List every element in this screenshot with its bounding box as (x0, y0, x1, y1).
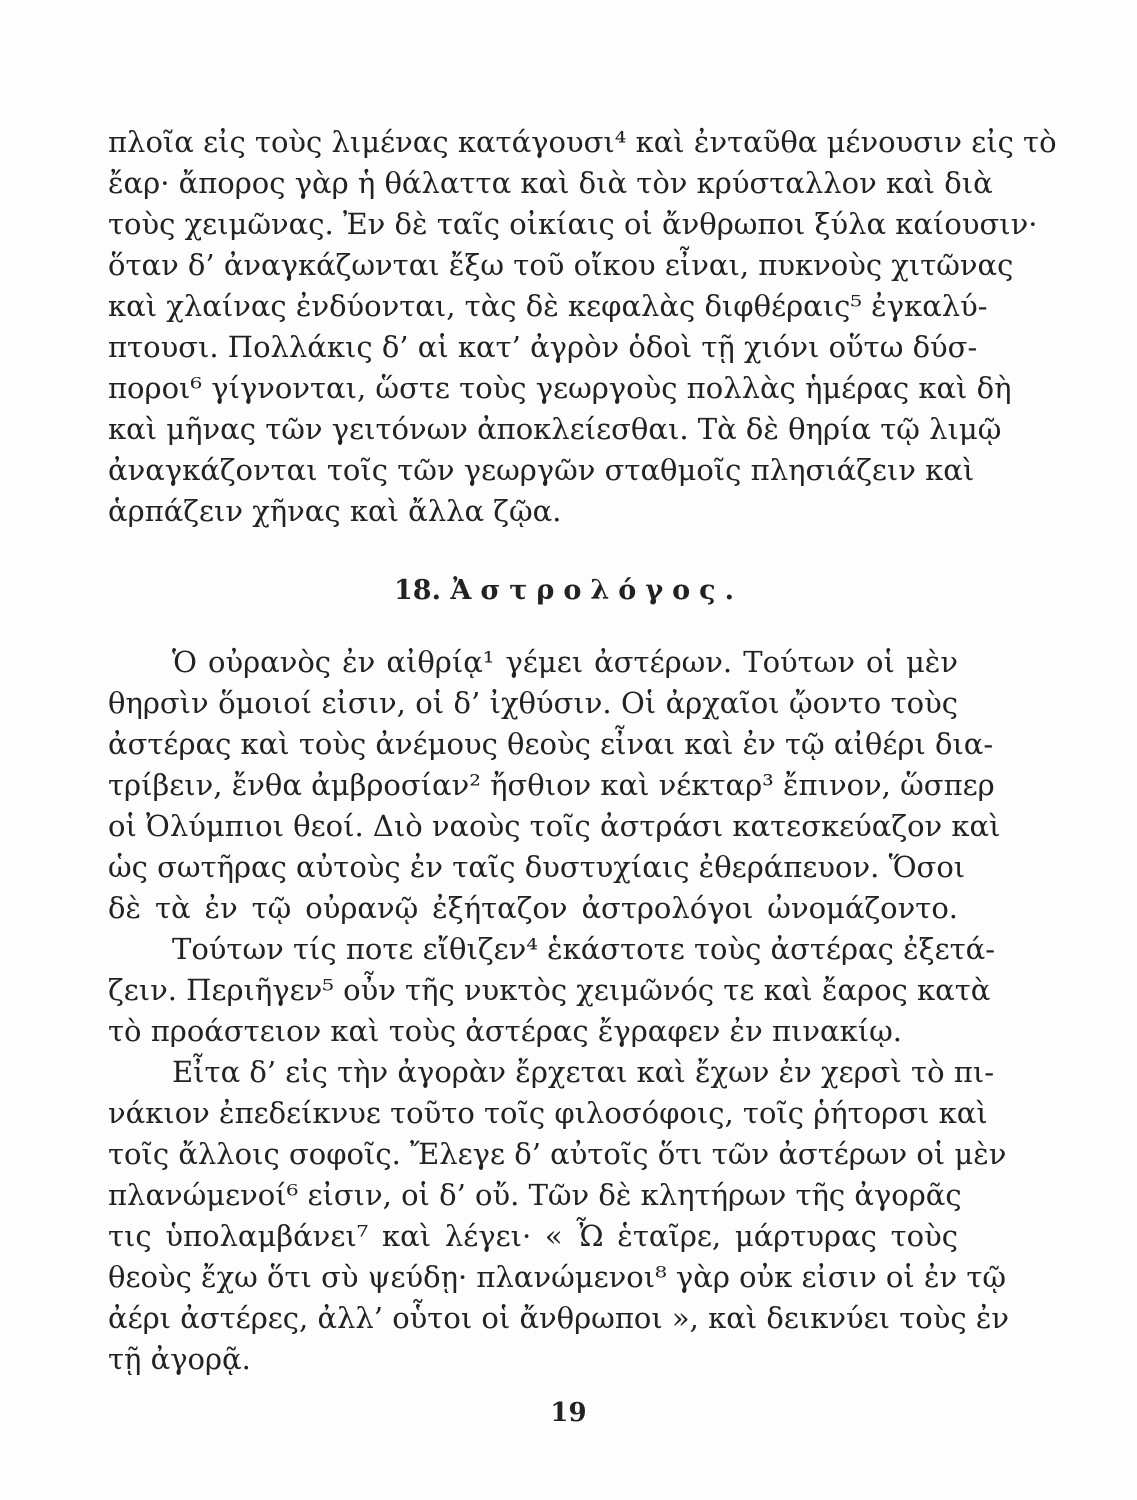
text-line: ἁρπάζειν χῆνας καὶ ἄλλα ζῷα. (108, 494, 562, 528)
text-line: ἀναγκάζονται τοῖς τῶν γεωργῶν σταθμοῖς πλησιάζειν καὶ (108, 453, 975, 487)
section-heading (0, 573, 1137, 609)
paragraph-2 (108, 642, 1010, 1380)
section-title: Ἀστρολόγος. (450, 575, 743, 606)
text-line: τῇ ἀγορᾷ. (108, 1342, 251, 1376)
text-line: οἱ Ὀλύμπιοι θεοί. Διὸ ναοὺς τοῖς ἀστράσι κατεσκεύαζον καὶ (108, 809, 1001, 843)
text-line: ἀστέρας καὶ τοὺς ἀνέμους θεοὺς εἶναι καὶ ἐν τῷ αἰθέρι δια- (108, 727, 994, 761)
text-line: Εἶτα δ’ εἰς τὴν ἀγορὰν ἔρχεται καὶ ἔχων ἐν χερσὶ τὸ πι- (172, 1055, 994, 1089)
text-line: πτουσι. Πολλάκις δ’ αἱ κατ’ ἀγρὸν ὁδοὶ τῇ χιόνι οὕτω δύσ- (108, 330, 978, 364)
section-number: 18. (394, 575, 441, 606)
text-line: καὶ μῆνας τῶν γειτόνων ἀποκλείεσθαι. Τὰ δὲ θηρία τῷ λιμῷ (108, 412, 1002, 446)
text-line: πλανώμενοί⁶ εἰσιν, οἱ δ’ οὔ. Τῶν δὲ κλητήρων τῆς ἀγορᾶς (108, 1178, 962, 1212)
text-line: τοὺς χειμῶνας. Ἐν δὲ ταῖς οἰκίαις οἱ ἄνθρωποι ξύλα καίουσιν· (108, 207, 1038, 241)
text-line: τις ὑπολαμβάνει⁷ καὶ λέγει· « Ὦ ἑταῖρε, μάρτυρας τοὺς (108, 1219, 958, 1253)
text-line: θεοὺς ἔχω ὅτι σὺ ψεύδῃ· πλανώμενοι⁸ γὰρ οὐκ εἰσιν οἱ ἐν τῷ (108, 1260, 1007, 1294)
text-line: καὶ χλαίνας ἐνδύονται, τὰς δὲ κεφαλὰς διφθέραις⁵ ἐγκαλύ- (108, 289, 988, 323)
page-number: 19 (550, 1398, 587, 1428)
text-line: τοῖς ἄλλοις σοφοῖς. Ἔλεγε δ’ αὐτοῖς ὅτι τῶν ἀστέρων οἱ μὲν (108, 1137, 1007, 1171)
paragraph-1 (108, 122, 1057, 532)
text-line: Τούτων τίς ποτε εἴθιζεν⁴ ἑκάστοτε τοὺς ἀστέρας ἐξετά- (172, 932, 996, 966)
text-line: Ὁ οὐρανὸς ἐν αἰθρίᾳ¹ γέμει ἀστέρων. Τούτων οἱ μὲν (172, 645, 958, 679)
text-line: ποροι⁶ γίγνονται, ὥστε τοὺς γεωργοὺς πολλὰς ἡμέρας καὶ δὴ (108, 371, 1012, 405)
text-line: νάκιον ἐπεδείκνυε τοῦτο τοῖς φιλοσόφοις, τοῖς ῥήτορσι καὶ (108, 1096, 988, 1130)
text-line: θηρσὶν ὅμοιοί εἰσιν, οἱ δ’ ἰχθύσιν. Οἱ ἀρχαῖοι ᾤοντο τοὺς (108, 686, 958, 720)
text-line: τρίβειν, ἔνθα ἀμβροσίαν² ἤσθιον καὶ νέκταρ³ ἔπινον, ὥσπερ (108, 768, 995, 802)
text-line: ἔαρ· ἄπορος γὰρ ἡ θάλαττα καὶ διὰ τὸν κρύσταλλον καὶ διὰ (108, 166, 993, 200)
text-line: ἀέρι ἀστέρες, ἀλλ’ οὗτοι οἱ ἄνθρωποι », καὶ δεικνύει τοὺς ἐν (108, 1301, 1010, 1335)
text-line: ζειν. Περιῆγεν⁵ οὖν τῆς νυκτὸς χειμῶνός τε καὶ ἔαρος κατὰ (108, 973, 991, 1007)
text-line: δὲ τὰ ἐν τῷ οὐρανῷ ἐξήταζον ἀστρολόγοι ὠνομάζοντο. (108, 891, 958, 925)
text-line: ὅταν δ’ ἀναγκάζωνται ἔξω τοῦ οἴκου εἶναι, πυκνοὺς χιτῶνας (108, 248, 1014, 282)
text-line: τὸ προάστειον καὶ τοὺς ἀστέρας ἔγραφεν ἐν πινακίῳ. (108, 1014, 902, 1048)
text-line: πλοῖα εἰς τοὺς λιμένας κατάγουσι⁴ καὶ ἐνταῦθα μένουσιν εἰς τὸ (108, 125, 1057, 159)
text-line: ὡς σωτῆρας αὐτοὺς ἐν ταῖς δυστυχίαις ἐθεράπευον. Ὅσοι (108, 850, 966, 884)
